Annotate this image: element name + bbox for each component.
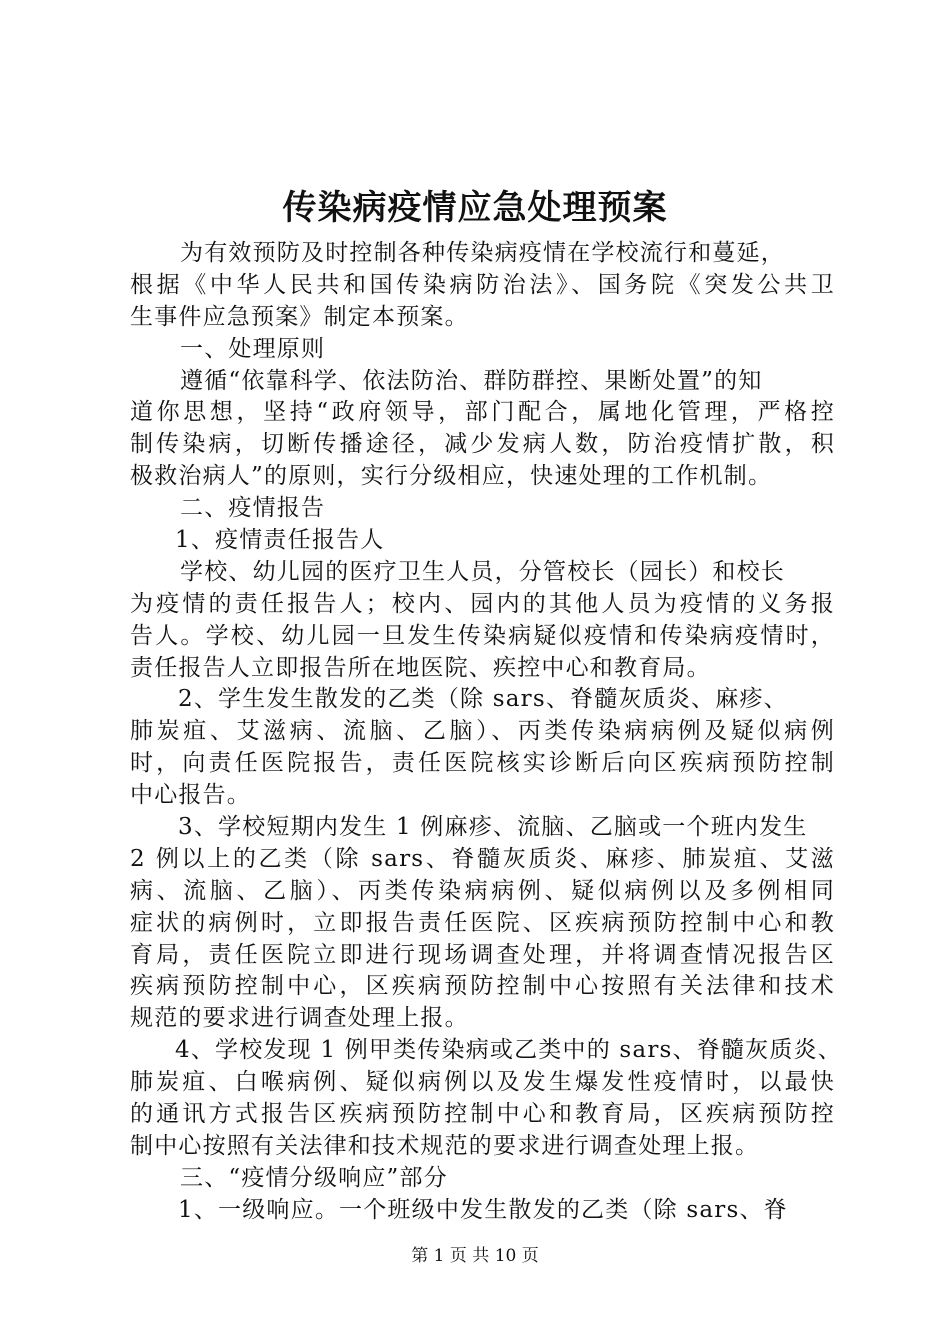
paragraph-line: 1、一级响应。一个班级中发生散发的乙类（除 sars、脊 <box>178 1196 788 1223</box>
paragraph-line: 肺炭疽、白喉病例、疑似病例以及发生爆发性疫情时，以最快 <box>130 1069 835 1096</box>
paragraph-line: 责任报告人立即报告所在地医院、疾控中心和教育局。 <box>130 654 711 681</box>
subsection-heading: 1、疫情责任报告人 <box>175 527 385 554</box>
paragraph-line: 病、流脑、乙脑）、丙类传染病病例、疑似病例以及多例相同 <box>130 877 835 904</box>
paragraph-line: 遵循“依靠科学、依法防治、群防群控、果断处置”的知 <box>180 367 763 394</box>
section-heading: 二、疫情报告 <box>180 495 326 522</box>
paragraph-line: 规范的要求进行调查处理上报。 <box>130 1005 469 1032</box>
document-title: 传染病疫情应急处理预案 <box>282 188 668 228</box>
paragraph-line: 4、学校发现 1 例甲类传染病或乙类中的 sars、脊髓灰质炎、 <box>175 1037 842 1064</box>
paragraph-line: 中心报告。 <box>130 782 251 809</box>
paragraph-line: 学校、幼儿园的医疗卫生人员，分管校长（园长）和校长 <box>180 558 785 585</box>
paragraph-line: 育局，责任医院立即进行现场调查处理，并将调查情况报告区 <box>130 941 835 968</box>
paragraph-line: 生事件应急预案》制定本预案。 <box>130 303 469 330</box>
paragraph-line: 的通讯方式报告区疾病预防控制中心和教育局，区疾病预防控 <box>130 1101 835 1128</box>
paragraph-line: 极救治病人”的原则，实行分级相应，快速处理的工作机制。 <box>130 463 773 490</box>
paragraph-line: 为有效预防及时控制各种传染病疫情在学校流行和蔓延， <box>180 240 785 266</box>
paragraph-line: 时，向责任医院报告，责任医院核实诊断后向区疾病预防控制 <box>130 750 835 777</box>
document-body <box>130 238 842 1227</box>
paragraph-line: 疾病预防控制中心，区疾病预防控制中心按照有关法律和技术 <box>130 973 835 1000</box>
paragraph-line: 症状的病例时，立即报告责任医院、区疾病预防控制中心和教 <box>130 909 835 936</box>
paragraph-line: 肺炭疽、艾滋病、流脑、乙脑）、丙类传染病病例及疑似病例 <box>130 718 835 745</box>
section-heading: 三、“疫情分级响应”部分 <box>180 1164 448 1191</box>
paragraph-line: 告人。学校、幼儿园一旦发生传染病疑似疫情和传染病疫情时， <box>130 622 835 649</box>
paragraph-line: 2 例以上的乙类（除 sars、脊髓灰质炎、麻疹、肺炭疽、艾滋 <box>130 845 835 872</box>
paragraph-line: 制传染病，切断传播途径，减少发病人数，防治疫情扩散，积 <box>130 431 835 458</box>
page-footer: 第 1 页 共 10 页 <box>411 1246 539 1266</box>
paragraph-line: 制中心按照有关法律和技术规范的要求进行调查处理上报。 <box>130 1132 760 1159</box>
paragraph-line: 为疫情的责任报告人；校内、园内的其他人员为疫情的义务报 <box>130 590 835 617</box>
paragraph-line: 根据《中华人民共和国传染病防治法》、国务院《突发公共卫 <box>130 271 835 298</box>
paragraph-line: 道你思想，坚持“政府领导，部门配合，属地化管理，严格控 <box>130 399 835 426</box>
section-heading: 一、处理原则 <box>180 335 326 362</box>
paragraph-line: 2、学生发生散发的乙类（除 sars、脊髓灰质炎、麻疹、 <box>178 686 788 713</box>
paragraph-line: 3、学校短期内发生 1 例麻疹、流脑、乙脑或一个班内发生 <box>178 814 808 841</box>
